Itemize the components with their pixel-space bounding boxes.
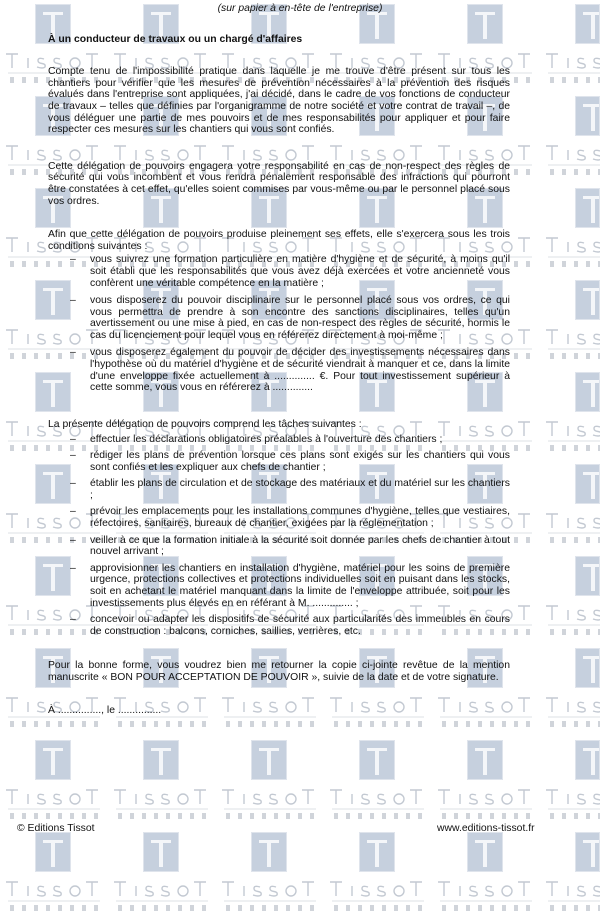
watermark-brand-icon [216, 876, 324, 916]
paragraph-context: Compte tenu de l'impossibilité pratique dans laquelle je me trouve d'être présent sur tous les chantiers pour vérifier que les mesures de prévention nécessaires à la prévention des risques évalués dans l'entreprise sont appliquées, j'ai décidé, dans le cadre de vos fonctions de conducteur de travaux – telles que définies par l'organigramme de notre société et votre contrat de travail –, de vous déléguer une partie de mes pouvoirs et de mes responsabilités pour appliquer et pour faire respecter ces mesures sur les chantiers qui vous sont confiés. [48, 66, 510, 136]
footer-website-link[interactable]: www.editions-tissot.fr [437, 823, 535, 834]
watermark-brand-icon [432, 876, 540, 916]
task-text: veiller à ce que la formation initiale à la sécurité soit donnée par les chefs de chantier à tout nouvel arrivant ; [90, 534, 510, 558]
condition-text: vous disposerez également du pouvoir de décider des investissements nécessaires dans l'hypothèse où du matériel d'hygiène et de sécurité viendrait à manquer et ce, dans la limite d'une enveloppe fixée actuellement à .............. €. Pour tout investissement supérieur à cette somme, vous vous en référerez à .............. [90, 347, 510, 394]
logo-t-stem [267, 842, 271, 867]
bullet-dash: – [70, 434, 76, 446]
watermark-tile [540, 734, 600, 826]
watermark-logo-icon [251, 740, 287, 780]
watermark-tile [108, 826, 216, 918]
task-text: rédiger les plans de prévention lorsque ces plans sont exigés sur les chantiers qui vous sont confiés et les expliquer aux chefs de chantier ; [90, 450, 510, 473]
logo-t-stem [375, 842, 379, 867]
logo-t-stem [159, 842, 163, 867]
task-text: effectuer les déclarations obligatoires préalables à l'ouverture des chantiers ; [90, 434, 443, 446]
watermark-brand-icon [108, 784, 216, 824]
task-item [70, 614, 510, 637]
logo-t-stem [483, 750, 487, 775]
task-item [70, 434, 510, 446]
watermark-tile [432, 734, 540, 826]
watermark-brand-icon [540, 876, 600, 916]
watermark-brand-icon [540, 784, 600, 824]
bullet-dash: – [70, 478, 76, 490]
watermark-brand-icon [0, 876, 108, 916]
bullet-dash: – [70, 254, 76, 266]
logo-t-stem [375, 750, 379, 775]
task-text: concevoir ou adapter les dispositifs de sécurité aux particularités des immeubles en cours de construction : balcons, corniches, saillies, verrières, etc. [90, 614, 510, 637]
place-date-line: À ..............., le ............... [48, 704, 162, 716]
watermark-tile [324, 734, 432, 826]
task-item [70, 450, 510, 473]
bullet-dash: – [70, 450, 76, 462]
task-text: approvisionner les chantiers en installation d'hygiène, matériel pour les soins de première urgence, protections collectives et protections individuelles soit en puisant dans les stocks, soit en achetant le matériel manquant dans la limite de l'enveloppe attribuée, soit pour les investissements plus élevés en en référant à M. .............. ; [90, 562, 510, 609]
letterhead-note: (sur papier à en-tête de l'entreprise) [217, 3, 383, 14]
watermark-tile [108, 734, 216, 826]
task-text: établir les plans de circulation et de stockage des matériaux et du matériel sur les chantiers ; [90, 478, 510, 501]
task-item [70, 478, 510, 501]
logo-t-stem [591, 750, 595, 775]
condition-item [70, 347, 510, 394]
bullet-dash: – [70, 506, 76, 518]
watermark-tile [540, 826, 600, 918]
logo-t-stem [591, 842, 595, 867]
logo-t-stem [51, 842, 55, 867]
watermark-brand-icon [108, 876, 216, 916]
watermark-logo-icon [35, 832, 71, 872]
bullet-dash: – [70, 614, 76, 626]
condition-item [70, 254, 510, 289]
logo-t-stem [267, 750, 271, 775]
task-item [70, 534, 510, 558]
task-text: prévoir les emplacements pour les installations communes d'hygiène, telles que vestiaires, réfectoires, sanitaires, bureaux de chantier, exigées par la réglementation ; [90, 506, 510, 529]
watermark-tile [432, 826, 540, 918]
bullet-dash: – [70, 534, 76, 546]
addressee-heading: À un conducteur de travaux ou un chargé d'affaires [48, 33, 303, 45]
watermark-tile [0, 826, 108, 918]
watermark-logo-icon [575, 740, 600, 780]
watermark-logo-icon [359, 740, 395, 780]
watermark-logo-icon [143, 832, 179, 872]
footer-copyright: © Editions Tissot [17, 823, 95, 834]
bullet-dash: – [70, 347, 76, 359]
paragraph-acceptance: Pour la bonne forme, vous voudrez bien me retourner la copie ci-jointe revêtue de la mention manuscrite « BON POUR ACCEPTATION DE POUVOIR », suivie de la date et de votre signature. [48, 660, 510, 683]
watermark-tile [216, 826, 324, 918]
task-item [70, 506, 510, 529]
condition-text: vous suivrez une formation particulière en matière d'hygiène et de sécurité, à moins qu'il soit établi que les responsabilités que vous avez déjà exercées et votre ancienneté vous confèrent une véritable compétence en la matière ; [90, 254, 510, 289]
paragraph-responsibility: Cette délégation de pouvoirs engagera votre responsabilité en cas de non-respect des règles de sécurité qui vous incombent et vous rendra pénalement responsable des infractions qui pourront être constatées à cet effet, qu'elles soient commises par vous-même ou par le personnel placé sous vos ordres. [48, 160, 510, 207]
task-item [70, 562, 510, 609]
watermark-brand-icon [216, 784, 324, 824]
watermark-tile [0, 734, 108, 826]
watermark-brand-icon [0, 784, 108, 824]
watermark-tile [216, 734, 324, 826]
condition-text: vous disposerez du pouvoir disciplinaire sur le personnel placé sous vos ordres, ce qui vous permettra de prendre à son encontre des sanctions disciplinaires, telles qu'un avertissement ou une mise à pied, en cas de non-respect des règles de sécurité, hormis le cas du licenciement pour lequel vous en référerez directement à moi-même ; [90, 295, 510, 341]
watermark-logo-icon [251, 832, 287, 872]
logo-t-stem [51, 750, 55, 775]
logo-t-stem [159, 750, 163, 775]
watermark-logo-icon [143, 740, 179, 780]
paragraph-tasks-intro: La présente délégation de pouvoirs comprend les tâches suivantes : [48, 418, 362, 430]
logo-t-stem [483, 842, 487, 867]
watermark-brand-icon [324, 784, 432, 824]
watermark-tile [324, 826, 432, 918]
bullet-dash: – [70, 562, 76, 574]
watermark-logo-icon [467, 740, 503, 780]
watermark-logo-icon [575, 832, 600, 872]
watermark-logo-icon [359, 832, 395, 872]
watermark-logo-icon [467, 832, 503, 872]
bullet-dash: – [70, 295, 76, 307]
watermark-brand-icon [432, 784, 540, 824]
condition-item [70, 295, 510, 341]
paragraph-conditions-intro: Afin que cette délégation de pouvoirs produise pleinement ses effets, elle s'exercera sous les trois conditions suivantes : [48, 229, 510, 252]
watermark-logo-icon [35, 740, 71, 780]
watermark-brand-icon [324, 876, 432, 916]
